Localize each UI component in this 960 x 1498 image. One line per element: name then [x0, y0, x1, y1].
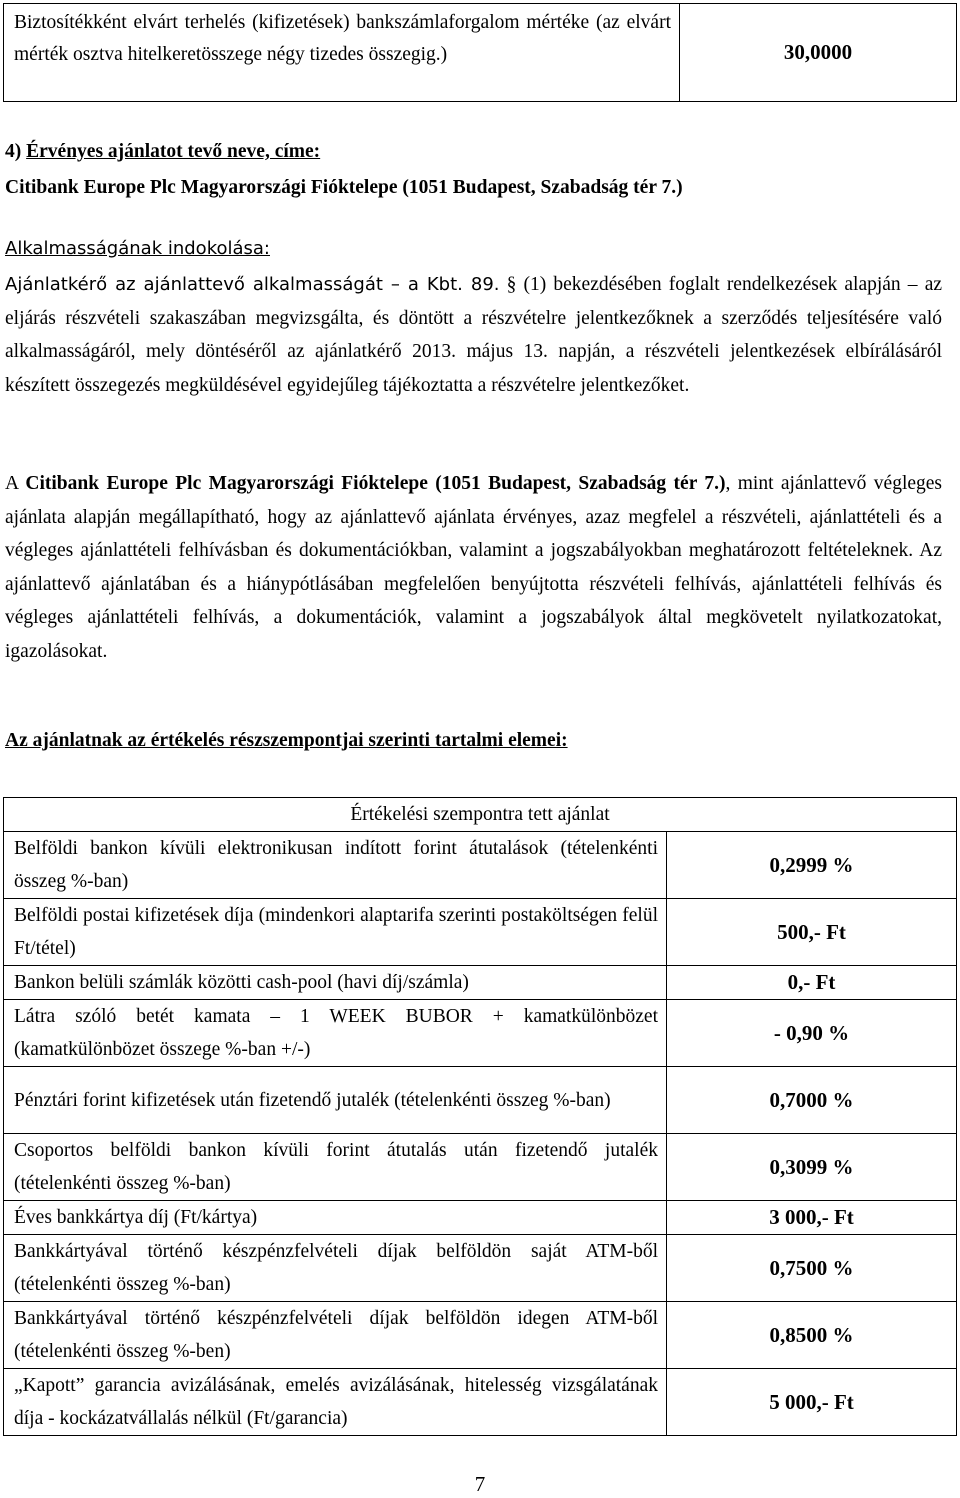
criterion-label: Éves bankkártya díj (Ft/kártya) — [4, 1201, 667, 1235]
table-row — [4, 1000, 957, 1067]
criterion-label: Látra szóló betét kamata – 1 WEEK BUBOR + kamatkülönbözet (kamatkülönbözet összege %-ban +/-) — [4, 1000, 667, 1067]
table-row — [4, 899, 957, 966]
criterion-label: „Kapott” garancia avizálásának, emelés avizálásának, hitelesség vizsgálatának díja - kockázatvállalás nélkül (Ft/garancia) — [4, 1369, 667, 1436]
offerer-heading — [5, 134, 942, 170]
page-number: 7 — [474, 1472, 486, 1496]
table-row — [4, 1302, 957, 1369]
table-row — [4, 1134, 957, 1201]
bank-turnover-table — [3, 3, 957, 102]
evaluation-table — [3, 797, 957, 1436]
criterion-value: 0,2999 % — [667, 832, 957, 899]
offerer-section — [5, 134, 942, 206]
criterion-label: Belföldi postai kifizetések díja (mindenkori alaptarifa szerinti postaköltségen felül Ft/tétel) — [4, 899, 667, 966]
criterion-label: Csoportos belföldi bankon kívüli forint átutalás után fizetendő jutalék (tételenkénti összeg %-ban) — [4, 1134, 667, 1201]
criterion-value: 0,8500 % — [667, 1302, 957, 1369]
offerer-name-inline: Citibank Europe Plc Magyarországi Fióktelepe (1051 Budapest, Szabadság tér 7.) — [25, 473, 726, 494]
justification-header — [5, 232, 942, 265]
justification-paragraph-1 — [5, 268, 942, 402]
criterion-value: 5 000,- Ft — [667, 1369, 957, 1436]
criterion-label: Bankkártyával történő készpénzfelvételi díjak belföldön idegen ATM-ből (tételenkénti összeg %-ben) — [4, 1302, 667, 1369]
table-header-row — [4, 798, 957, 832]
justification-paragraph-2-rest: , mint ajánlattevő végleges ajánlata alapján megállapítható, hogy az ajánlattevő ajánlata érvényes, azaz megfelel a részvételi, ajánlattételi és a végleges ajánlattételi felhívásban és dokumentációkban, valamint a jogszabályokban meghatározott feltételeknek. Az ajánlattevő ajánlatában és a hiánypótlásában megfelelően benyújtotta részvételi felhívás, ajánlattételi felhívás és végleges ajánlattételi felhívás, a dokumentációk, valamint a jogszabályok által megkövetelt nyilatkozatokat, igazolásokat. — [5, 473, 943, 662]
justification-heading: Alkalmasságának indokolása: — [5, 238, 270, 259]
table-row — [4, 966, 957, 1000]
offerer-heading-text: Érvényes ajánlatot tevő neve, címe: — [26, 141, 321, 162]
criterion-label: Belföldi bankon kívüli elektronikusan indított forint átutalások (tételenkénti összeg %-ban) — [4, 832, 667, 899]
bank-turnover-label: Biztosítékként elvárt terhelés (kifizetések) bankszámlaforgalom mértéke (az elvárt mérték osztva hitelkeretösszege négy tizedes összegig.) — [4, 4, 680, 102]
justification-line-1: Ajánlatkérő az ajánlattevő alkalmasságát – a Kbt. 89. — [5, 274, 500, 295]
bank-turnover-value: 30,0000 — [680, 4, 957, 102]
table-row — [4, 1369, 957, 1436]
criterion-label: Bankkártyával történő készpénzfelvételi díjak belföldön saját ATM-ből (tételenkénti összeg %-ban) — [4, 1235, 667, 1302]
table-row — [4, 832, 957, 899]
criterion-value: 3 000,- Ft — [667, 1201, 957, 1235]
criterion-label: Bankon belüli számlák közötti cash-pool (havi díj/számla) — [4, 966, 667, 1000]
criterion-value: 0,7500 % — [667, 1235, 957, 1302]
paragraph-prefix: A — [5, 473, 26, 494]
section-number: 4) — [5, 141, 27, 162]
justification-paragraph-1-rest: § (1) bekezdésében foglalt rendelkezések alapján – az eljárás részvételi szakaszában megvizsgálta, és döntött a részvételre jelentkezőknek a szerződés teljesítésére való alkalmasságáról, mely döntéséről az ajánlatkérő 2013. május 13. napján, a részvételi jelentkezések elbírálásáról készített összegezés megküldésével egyidejűleg tájékoztatta a részvételre jelentkezőket. — [5, 274, 942, 396]
criterion-value: 0,3099 % — [667, 1134, 957, 1201]
evaluation-heading: Az ajánlatnak az értékelés részszempontjai szerinti tartalmi elemei: — [5, 730, 568, 751]
criterion-value: 0,- Ft — [667, 966, 957, 1000]
table-row — [4, 1235, 957, 1302]
table-header: Értékelési szempontra tett ajánlat — [4, 798, 957, 832]
justification-paragraph-2 — [5, 467, 942, 668]
offerer-name: Citibank Europe Plc Magyarországi Fióktelepe (1051 Budapest, Szabadság tér 7.) — [5, 177, 683, 198]
criterion-value: 0,7000 % — [667, 1067, 957, 1134]
criterion-value: 500,- Ft — [667, 899, 957, 966]
table-row — [4, 4, 957, 102]
criterion-value: - 0,90 % — [667, 1000, 957, 1067]
criterion-label: Pénztári forint kifizetések után fizetendő jutalék (tételenkénti összeg %-ban) — [4, 1067, 667, 1134]
table-row — [4, 1067, 957, 1134]
table-row — [4, 1201, 957, 1235]
